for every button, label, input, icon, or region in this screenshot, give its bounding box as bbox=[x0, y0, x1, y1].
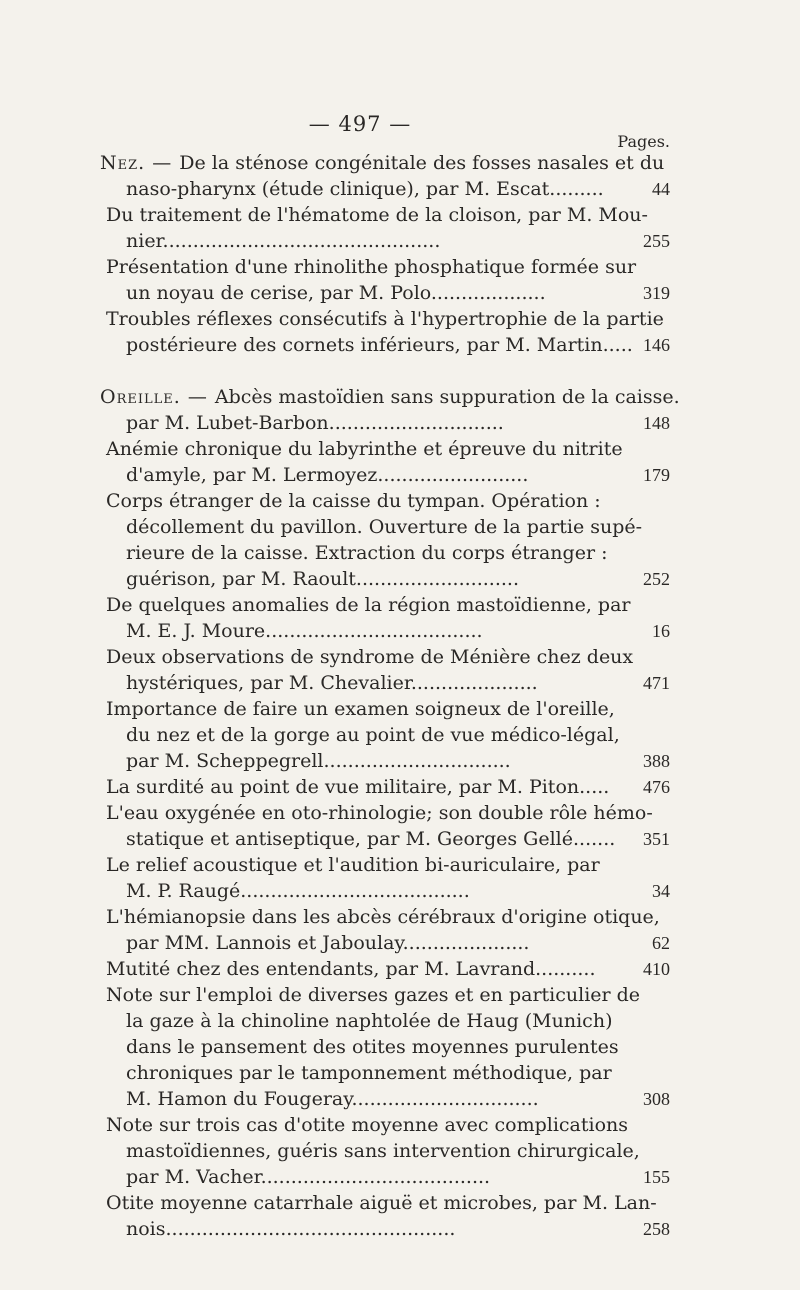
toc-entry-line bbox=[100, 592, 670, 618]
toc-entry-text: Corps étranger de la caisse du tympan. Opération : bbox=[106, 490, 601, 512]
toc-page-number: 179 bbox=[643, 465, 670, 485]
toc-page-number: 34 bbox=[652, 881, 670, 901]
toc-entry-line bbox=[100, 306, 670, 332]
toc-entry-line bbox=[100, 1008, 670, 1034]
toc-entry-text: De la sténose congénitale des fosses nasales et du bbox=[179, 152, 665, 174]
pages-column-label: Pages. bbox=[617, 132, 670, 151]
toc-entry-line bbox=[100, 1034, 670, 1060]
toc-entry-line bbox=[100, 852, 670, 878]
toc-entry-text: un noyau de cerise, par M. Polo................... bbox=[126, 282, 546, 304]
toc-page-number: 388 bbox=[643, 751, 670, 771]
toc-entry-line bbox=[100, 1164, 670, 1190]
toc-page-number: 471 bbox=[643, 673, 670, 693]
toc-entry-line bbox=[100, 878, 670, 904]
toc-entry-text: Otite moyenne catarrhale aiguë et microbes, par M. Lan- bbox=[106, 1192, 657, 1214]
toc-page-number: 319 bbox=[643, 283, 670, 303]
toc-entry-text: M. Hamon du Fougeray............................... bbox=[126, 1088, 539, 1110]
toc-entry-text: d'amyle, par M. Lermoyez......................... bbox=[126, 464, 529, 486]
toc-entry-text: rieure de la caisse. Extraction du corps étranger : bbox=[126, 542, 608, 564]
toc-entry-text: Note sur l'emploi de diverses gazes et en particulier de bbox=[106, 984, 641, 1006]
toc-entry-text: Le relief acoustique et l'audition bi-auriculaire, par bbox=[106, 854, 600, 876]
toc-entry bbox=[100, 774, 670, 800]
toc-entry-text: nier.............................................. bbox=[126, 230, 441, 252]
toc-entry-line bbox=[100, 514, 670, 540]
toc-entry bbox=[100, 384, 680, 436]
toc-entry-text: Présentation d'une rhinolithe phosphatique formée sur bbox=[106, 256, 637, 278]
toc-entry bbox=[100, 254, 670, 306]
toc-entry bbox=[100, 306, 670, 358]
toc-entry-line bbox=[100, 436, 670, 462]
toc-entry-text: M. P. Raugé...................................... bbox=[126, 880, 470, 902]
toc-entry-text: Importance de faire un examen soigneux de l'oreille, bbox=[106, 698, 615, 720]
toc-entry-line bbox=[100, 1216, 670, 1242]
toc-page-number: 148 bbox=[643, 413, 670, 433]
toc-entry-line bbox=[100, 930, 670, 956]
toc-entry-line bbox=[100, 618, 670, 644]
toc-page-number: 308 bbox=[643, 1089, 670, 1109]
toc-entry-text: postérieure des cornets inférieurs, par M. Martin..... bbox=[126, 334, 633, 356]
toc-entry-line bbox=[100, 228, 670, 254]
toc-page-number: 410 bbox=[643, 959, 670, 979]
toc-entry-text: Note sur trois cas d'otite moyenne avec complications bbox=[106, 1114, 629, 1136]
toc-entry bbox=[100, 800, 670, 852]
toc-page-number: 155 bbox=[643, 1167, 670, 1187]
toc-entry-text: Anémie chronique du labyrinthe et épreuve du nitrite bbox=[106, 438, 623, 460]
toc-entry-text: par MM. Lannois et Jaboulay..................... bbox=[126, 932, 530, 954]
toc-entry-line bbox=[100, 176, 670, 202]
toc-entry-text: la gaze à la chinoline naphtolée de Haug (Munich) bbox=[126, 1010, 613, 1032]
toc-entry-line bbox=[100, 1190, 670, 1216]
toc-entry-line bbox=[100, 696, 670, 722]
toc-entry bbox=[100, 488, 670, 592]
toc-entry-text: Deux observations de syndrome de Ménière chez deux bbox=[106, 646, 634, 668]
toc-entry-line bbox=[100, 150, 670, 176]
toc-entry-text: nois................................................ bbox=[126, 1218, 456, 1240]
toc-entry bbox=[100, 592, 670, 644]
toc-entry-text: statique et antiseptique, par M. Georges Gellé....... bbox=[126, 828, 616, 850]
toc-entry-text: L'eau oxygénée en oto-rhinologie; son double rôle hémo- bbox=[106, 802, 653, 824]
toc-entry-line bbox=[100, 1086, 670, 1112]
toc-entry-line bbox=[100, 670, 670, 696]
toc-page-number: 351 bbox=[643, 829, 670, 849]
toc-page-number: 146 bbox=[643, 335, 670, 355]
toc-entry-line bbox=[100, 254, 670, 280]
toc-entry-line bbox=[100, 566, 670, 592]
toc-entry-text: décollement du pavillon. Ouverture de la partie supé- bbox=[126, 516, 643, 538]
toc-entry-text: De quelques anomalies de la région mastoïdienne, par bbox=[106, 594, 631, 616]
toc-entry bbox=[100, 150, 670, 202]
page-number: — 497 — bbox=[308, 112, 412, 136]
toc-entry bbox=[100, 436, 670, 488]
toc-entry-text: L'hémianopsie dans les abcès cérébraux d'origine otique, bbox=[106, 906, 660, 928]
toc-entry-text: naso-pharynx (étude clinique), par M. Escat......... bbox=[126, 178, 604, 200]
toc-entry-line bbox=[100, 462, 670, 488]
toc-entry-text: du nez et de la gorge au point de vue médico-légal, bbox=[126, 724, 620, 746]
toc-entry-text: Du traitement de l'hématome de la cloison, par M. Mou- bbox=[106, 204, 648, 226]
toc-entry-line bbox=[100, 1112, 670, 1138]
toc-entry-text: chroniques par le tamponnement méthodique, par bbox=[126, 1062, 612, 1084]
toc-entry bbox=[100, 644, 670, 696]
toc-entry-line bbox=[100, 826, 670, 852]
toc-entry bbox=[100, 1190, 670, 1242]
toc-entry-line bbox=[100, 904, 670, 930]
toc-entry-line bbox=[100, 644, 670, 670]
toc-entry-text: M. E. J. Moure.................................... bbox=[126, 620, 483, 642]
toc-entry-text: par M. Scheppegrell............................... bbox=[126, 750, 511, 772]
toc-entry-line bbox=[100, 332, 670, 358]
toc-entry-line bbox=[100, 774, 670, 800]
toc-entry bbox=[100, 202, 670, 254]
toc-entry-line bbox=[100, 384, 680, 410]
toc-entry-text: Troubles réflexes consécutifs à l'hypertrophie de la partie bbox=[106, 308, 664, 330]
toc-entry-line bbox=[100, 748, 670, 774]
toc-entry-line bbox=[100, 410, 670, 436]
toc-entry-text: Mutité chez des entendants, par M. Lavrand.......... bbox=[106, 958, 596, 980]
toc-entry-text: dans le pansement des otites moyennes purulentes bbox=[126, 1036, 619, 1058]
toc-entry-text: La surdité au point de vue militaire, par M. Piton..... bbox=[106, 776, 610, 798]
toc-page-number: 476 bbox=[643, 777, 670, 797]
toc-entry bbox=[100, 1112, 670, 1190]
toc-entry bbox=[100, 852, 670, 904]
toc-entry-text: par M. Lubet-Barbon............................. bbox=[126, 412, 504, 434]
toc-entry bbox=[100, 982, 670, 1112]
toc-entry-text: hystériques, par M. Chevalier..................... bbox=[126, 672, 538, 694]
section-heading: Oreille. — bbox=[100, 386, 215, 408]
toc-entry-line bbox=[100, 280, 670, 306]
toc-entry-line bbox=[100, 202, 670, 228]
toc-entry bbox=[100, 956, 670, 982]
toc-page-number: 62 bbox=[652, 933, 670, 953]
toc-entry-text: guérison, par M. Raoult........................... bbox=[126, 568, 519, 590]
toc-page-number: 255 bbox=[643, 231, 670, 251]
toc-entry-line bbox=[100, 540, 670, 566]
toc-page-number: 252 bbox=[643, 569, 670, 589]
toc-entry-text: par M. Vacher...................................... bbox=[126, 1166, 491, 1188]
toc-entry bbox=[100, 904, 670, 956]
toc-entry bbox=[100, 696, 670, 774]
section-heading: Nez. — bbox=[100, 152, 180, 174]
toc-entry-line bbox=[100, 488, 670, 514]
toc-entry-line bbox=[100, 982, 670, 1008]
toc-page-number: 44 bbox=[652, 179, 670, 199]
toc-entry-line bbox=[100, 1060, 670, 1086]
toc-entry-line bbox=[100, 722, 670, 748]
toc-entry-line bbox=[100, 800, 670, 826]
toc-entry-text: mastoïdiennes, guéris sans intervention chirurgicale, bbox=[126, 1140, 640, 1162]
toc-entry-text: Abcès mastoïdien sans suppuration de la caisse. bbox=[214, 386, 680, 408]
toc-entry-line bbox=[100, 956, 670, 982]
toc-page-number: 258 bbox=[643, 1219, 670, 1239]
toc-page-number: 16 bbox=[652, 621, 670, 641]
toc-entry-line bbox=[100, 1138, 670, 1164]
